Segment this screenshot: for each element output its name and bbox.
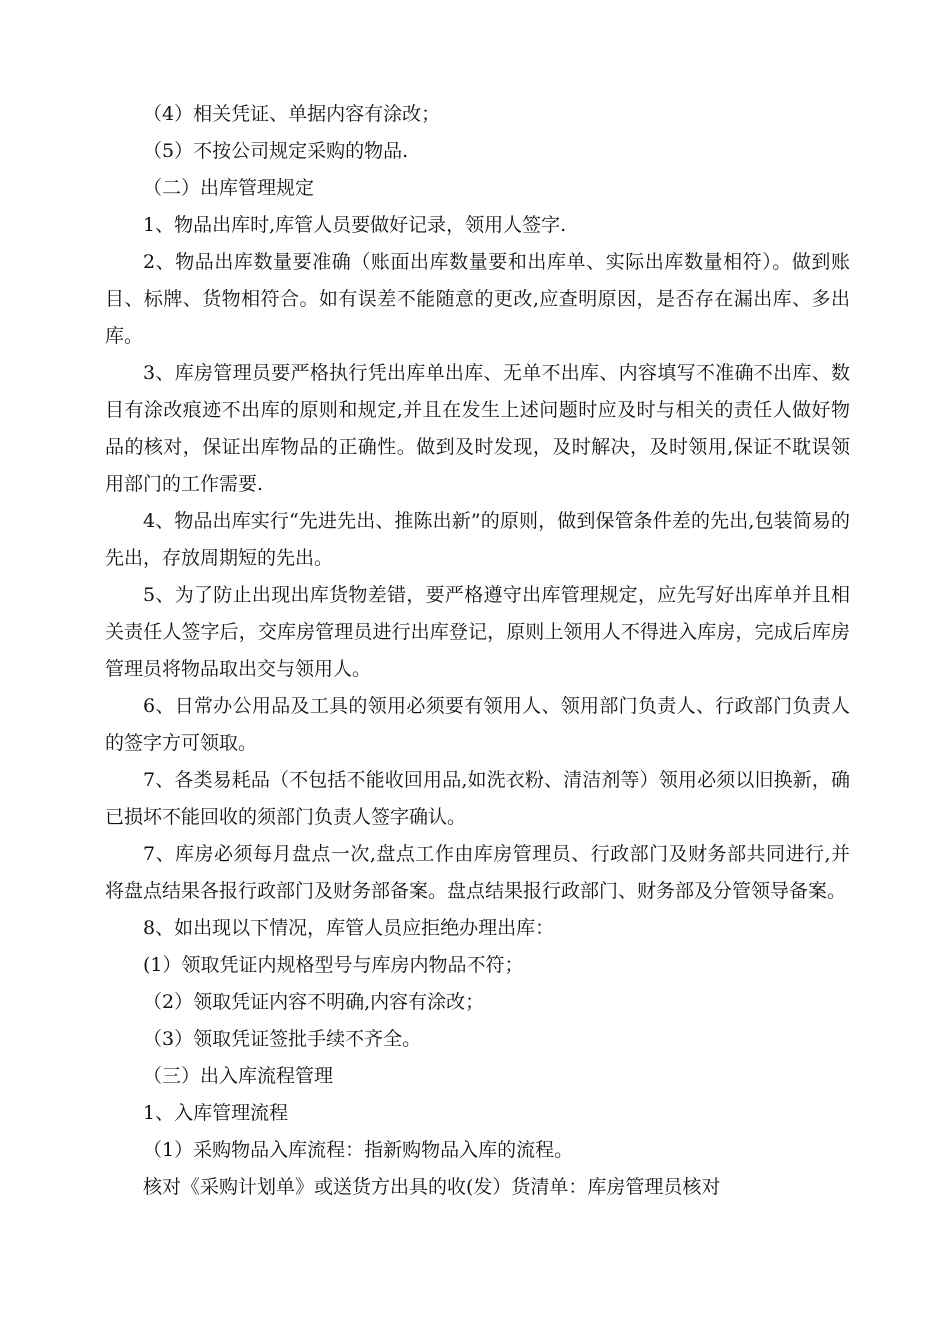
paragraph-5-unauthorized-purchase: （5）不按公司规定采购的物品. <box>143 140 409 162</box>
section-heading-inout-process: （三）出入库流程管理 <box>143 1065 334 1087</box>
paragraph-prevent-errors: 5、为了防止出现出库货物差错，要严格遵守出库管理规定，应先写好出库单并且相关责任人签字后，交库房管理员进行出库登记，原则上领用人不得进入库房，完成后库房管理员将物品取出交与领用人。 <box>105 584 850 680</box>
paragraph-outbound-record: 1、物品出库时,库管人员要做好记录，领用人签字. <box>143 214 567 236</box>
paragraph-office-supplies: 6、日常办公用品及工具的领用必须要有领用人、领用部门负责人、行政部门负责人的签字方可领取。 <box>105 695 850 754</box>
paragraph-outbound-voucher-rules: 3、库房管理员要严格执行凭出库单出库、无单不出库、内容填写不准确不出库、数目有涂改痕迹不出库的原则和规定,并且在发生上述问题时应及时与相关的责任人做好物品的核对，保证出库物品的正确性。做到及时发现，及时解决，及时领用,保证不耽误领用部门的工作需要. <box>105 362 850 495</box>
list-item-unclear-voucher: （2）领取凭证内容不明确,内容有涂改； <box>143 991 485 1013</box>
paragraph-refuse-outbound: 8、如出现以下情况，库管人员应拒绝办理出库： <box>143 917 555 939</box>
paragraph-monthly-inventory: 7、库房必须每月盘点一次,盘点工作由库房管理员、行政部门及财务部共同进行,并将盘点结果各报行政部门及财务部备案。盘点结果报行政部门、财务部及分管领导备案。 <box>105 843 850 902</box>
paragraph-verify-purchase-plan: 核对《采购计划单》或送货方出具的收(发）货清单：库房管理员核对 <box>143 1176 721 1198</box>
list-item-purchase-inbound: （1）采购物品入库流程：指新购物品入库的流程。 <box>143 1139 574 1161</box>
list-item-incomplete-approval: （3）领取凭证签批手续不齐全。 <box>143 1028 422 1050</box>
list-item-spec-mismatch: (1）领取凭证内规格型号与库房内物品不符； <box>143 954 524 976</box>
document-body <box>105 96 850 1206</box>
subheading-inbound-process: 1、入库管理流程 <box>143 1102 289 1124</box>
paragraph-outbound-quantity: 2、物品出库数量要准确（账面出库数量要和出库单、实际出库数量相符）。做到账目、标牌、货物相符合。如有误差不能随意的更改,应查明原因，是否存在漏出库、多出库。 <box>105 251 850 347</box>
paragraph-fifo: 4、物品出库实行“先进先出、推陈出新”的原则，做到保管条件差的先出,包装简易的先出，存放周期短的先出。 <box>105 510 850 569</box>
paragraph-4-altered-documents: （4）相关凭证、单据内容有涂改； <box>143 103 441 125</box>
paragraph-consumables: 7、各类易耗品（不包括不能收回用品,如洗衣粉、清洁剂等）领用必须以旧换新，确已损坏不能回收的须部门负责人签字确认。 <box>105 769 850 828</box>
section-heading-outbound-rules: （二）出库管理规定 <box>143 177 315 199</box>
